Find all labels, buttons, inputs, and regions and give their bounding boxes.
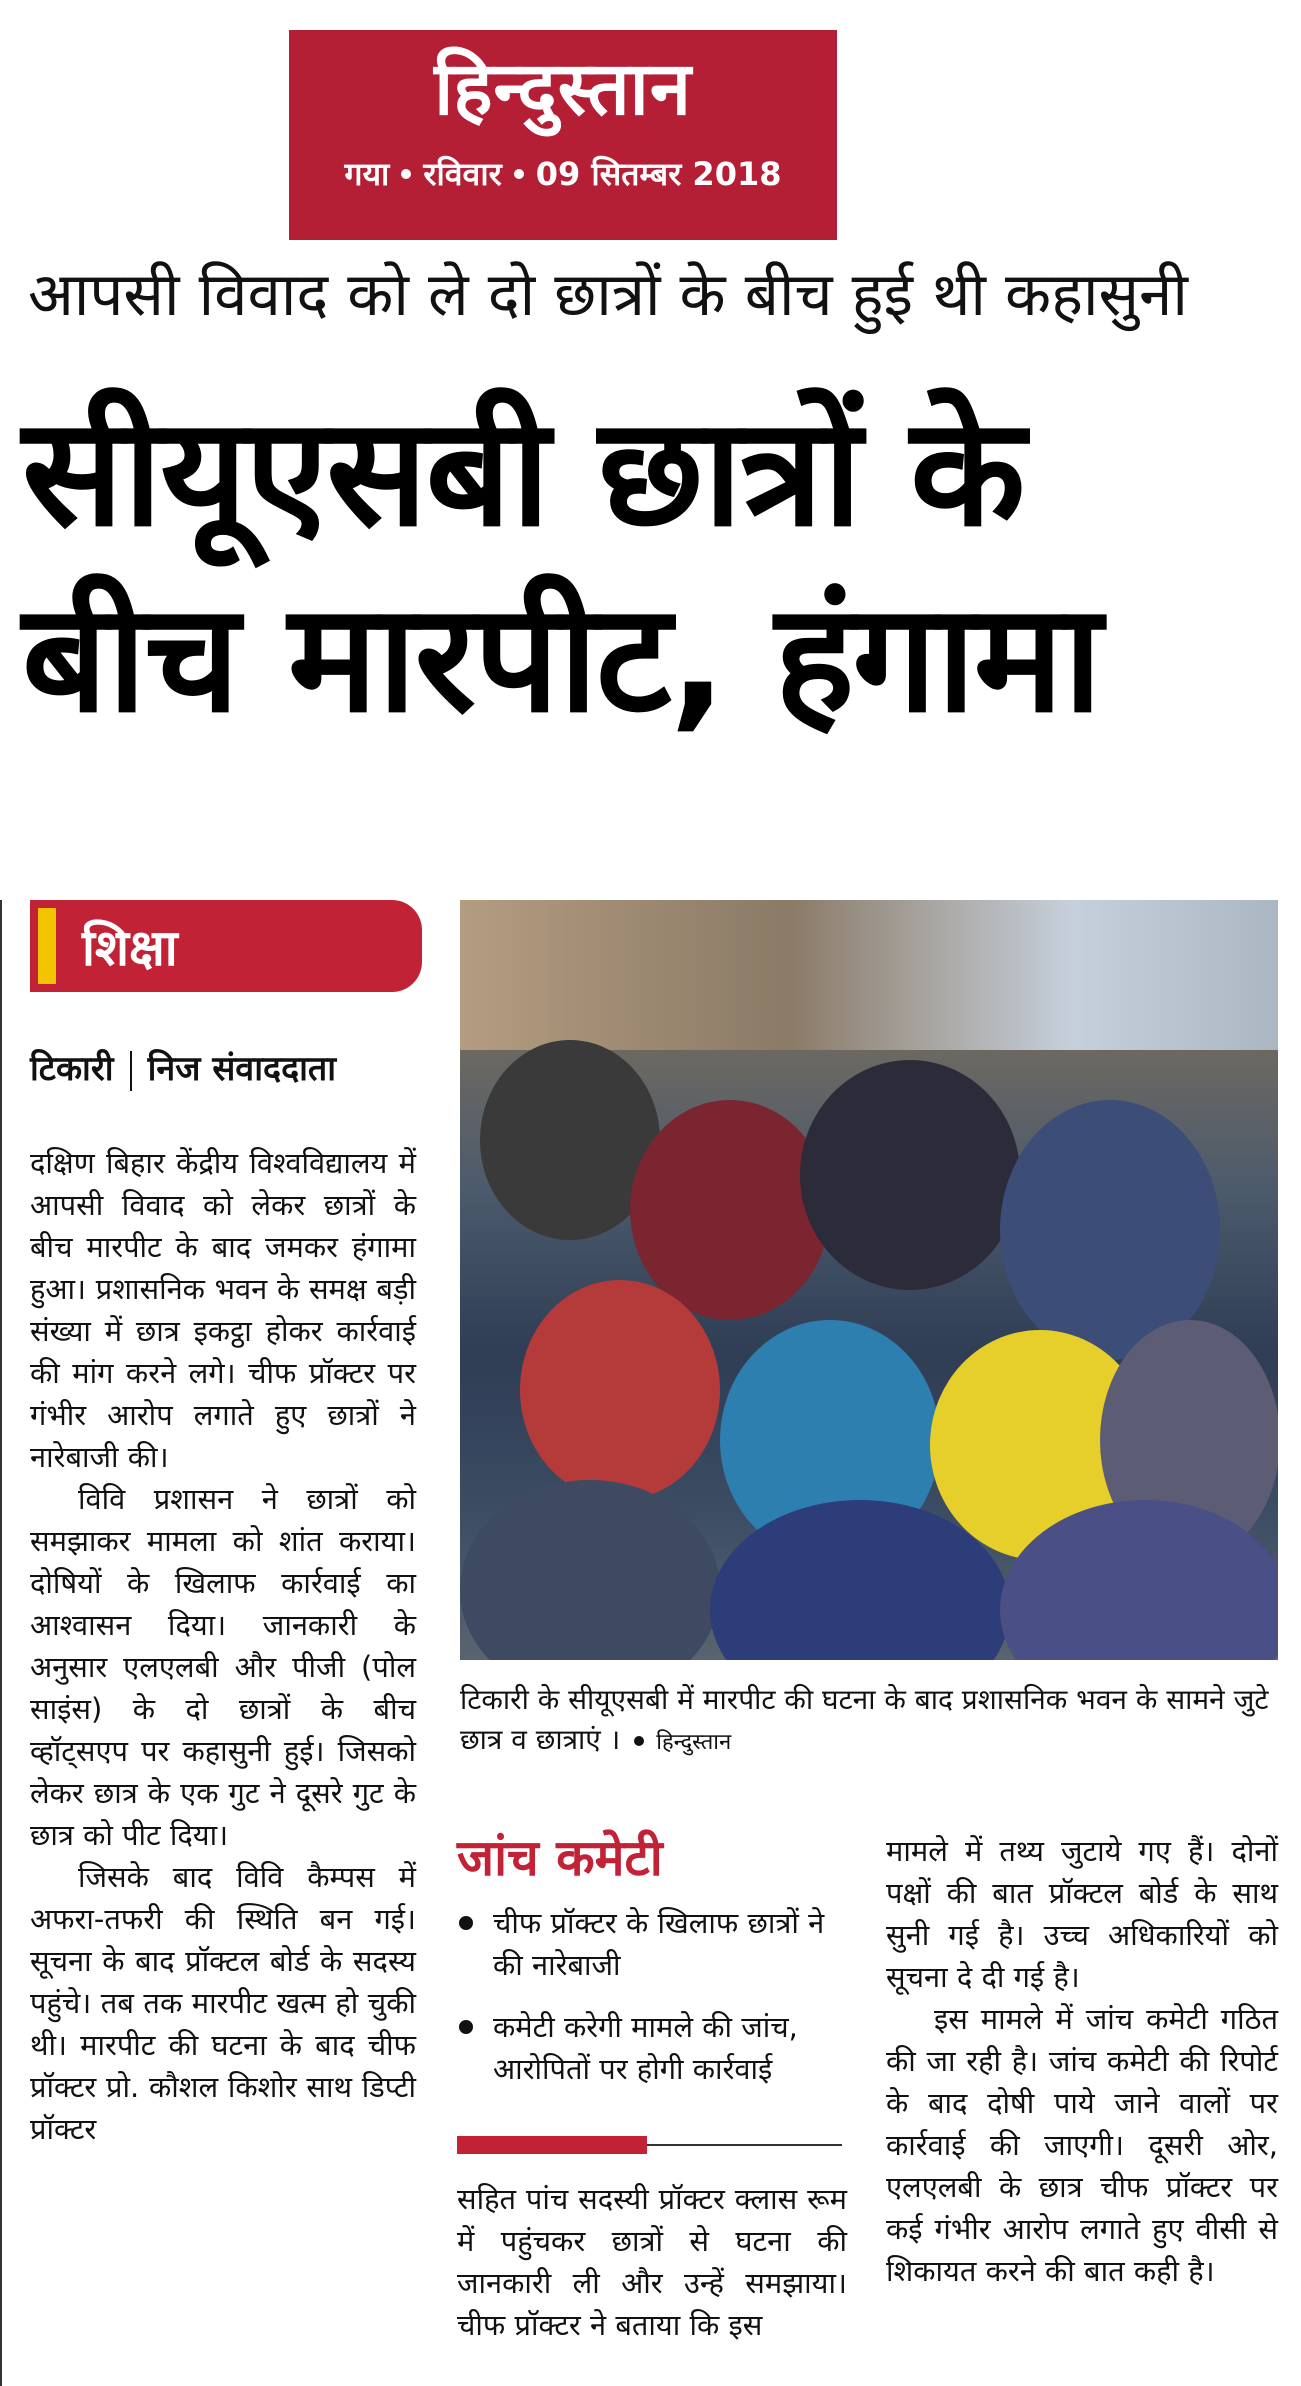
dot-separator-icon [514, 169, 524, 179]
paragraph: इस मामले में जांच कमेटी गठित की जा रही है। जांच कमेटी की रिपोर्ट के बाद दोषी पाये जाने वालों पर कार्रवाई की जाएगी। दूसरी ओर, एलएलबी के छात्र चीफ प्रॉक्टर पर कई गंभीर आरोप लगाते हुए वीसी से शिकायत करने की बात कही है। [886, 2002, 1278, 2288]
paragraph: मामले में तथ्य जुटाये गए हैं। दोनों पक्षों की बात प्रॉक्टल बोर्ड के साथ सुनी गई है। उच्च अधिकारियों को सूचना दे दी गई है। [886, 1834, 1278, 1994]
photo-crowd-shape [460, 1480, 720, 1660]
kicker-headline: आपसी विवाद को ले दो छात्रों के बीच हुई थी कहासुनी [28, 260, 1188, 330]
list-item: कमेटी करेगी मामले की जांच, आरोपितों पर होगी कार्रवाई [457, 2006, 842, 2090]
headline-line-2: बीच मारपीट, हंगामा [22, 572, 1101, 746]
paragraph: जिसके बाद विवि कैम्पस में अफरा-तफरी की स्थिति बन गई। सूचना के बाद प्रॉक्टल बोर्ड के सदस्य पहुंचे। तब तक मारपीट खत्म हो चुकी थी। मारपीट की घटना के बाद चीफ प्रॉक्टर प्रो. कौशल किशोर साथ डिप्टी प्रॉक्टर [30, 1860, 416, 2146]
byline [30, 1044, 336, 1091]
article-column-1 [30, 1142, 416, 2150]
photo-credit: हिन्दुस्तान [656, 1730, 732, 1755]
photo-caption [460, 1680, 1278, 1763]
section-label: शिक्षा [82, 919, 178, 977]
section-accent-bar [38, 908, 56, 984]
photo-crowd-shape [800, 1060, 1020, 1290]
divider-red [457, 2136, 647, 2154]
newspaper-brand: हिन्दुस्तान [434, 46, 692, 132]
article-column-3 [886, 1830, 1278, 2292]
bullet-icon [634, 1736, 644, 1746]
paragraph: विवि प्रशासन ने छात्रों को समझाकर मामला को शांत कराया। दोषियों के खिलाफ कार्रवाई का आश्वासन दिया। जानकारी के अनुसार एलएलबी और पीजी (पोल साइंस) के दो छात्रों के बीच व्हॉट्सएप पर कहासुनी हुई। जिसको लेकर छात्र के एक गुट ने दूसरे गुट के छात्र को पीट दिया। [30, 1482, 416, 1852]
caption-text: टिकारी के सीयूएसबी में मारपीट की घटना के बाद प्रशासनिक भवन के सामने जुटे छात्र व छात्राएं । [460, 1683, 1269, 1756]
photo-background-wall [460, 900, 1278, 1050]
photo-crowd-shape [520, 1280, 720, 1500]
divider-thin [647, 2144, 842, 2146]
paragraph: सहित पांच सदस्यी प्रॉक्टर क्लास रूम में पहुंचकर छात्रों से घटना की जानकारी ली और उन्हें समझाया। चीफ प्रॉक्टर ने बताया कि इस [457, 2182, 847, 2342]
dot-separator-icon [401, 169, 411, 179]
sidebar-title: जांच कमेटी [457, 1829, 663, 1887]
list-item: चीफ प्रॉक्टर के खिलाफ छात्रों ने की नारेबाजी [457, 1902, 842, 1986]
dateline-city: गया [344, 155, 390, 193]
byline-reporter: निज संवाददाता [147, 1049, 337, 1089]
byline-place: टिकारी [30, 1049, 114, 1089]
headline-line-1: सीयूएसबी छात्रों के [22, 386, 1024, 560]
column-edge-line [0, 900, 2, 2386]
section-tag [30, 900, 422, 992]
article-column-2-bottom [457, 2178, 847, 2346]
dateline [289, 152, 837, 195]
dateline-date: 09 सितम्बर 2018 [535, 155, 782, 193]
sidebar-points [457, 1902, 842, 2110]
byline-separator [130, 1051, 132, 1091]
dateline-day: रविवार [423, 155, 502, 193]
newspaper-masthead [289, 30, 837, 240]
news-photo [460, 900, 1278, 1660]
main-headline [22, 380, 1292, 752]
paragraph: दक्षिण बिहार केंद्रीय विश्वविद्यालय में आपसी विवाद को लेकर छात्रों के बीच मारपीट के बाद जमकर हंगामा हुआ। प्रशासनिक भवन के समक्ष बड़ी संख्या में छात्र इकट्ठा होकर कार्रवाई की मांग करने लगे। चीफ प्रॉक्टर पर गंभीर आरोप लगाते हुए छात्रों ने नारेबाजी की। [30, 1146, 416, 1474]
photo-crowd-shape [630, 1100, 830, 1320]
